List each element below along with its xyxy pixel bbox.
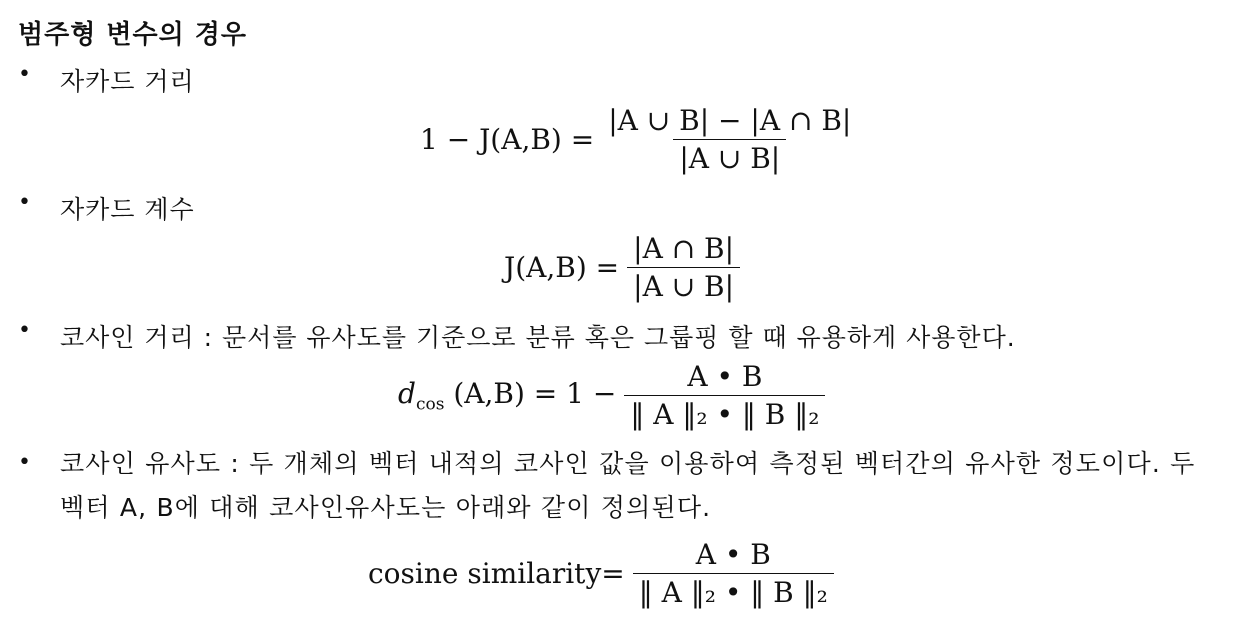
item-label: 자카드 계수 xyxy=(60,195,195,224)
formula-lhs: J(A,B) = xyxy=(504,251,620,284)
item-label: 코사인 거리 : 문서를 유사도를 기준으로 분류 혹은 그룹핑 할 때 유용하게 사용한다. xyxy=(60,323,1016,352)
formula-lhs xyxy=(398,377,616,415)
formula-jaccard-coefficient xyxy=(504,232,740,303)
formula-jaccard-distance xyxy=(420,104,857,175)
denominator: ‖ A ‖₂ • ‖ B ‖₂ xyxy=(633,573,834,609)
fraction xyxy=(624,360,825,431)
lhs-rest: (A,B) = 1 − xyxy=(444,376,617,410)
formula-cosine-distance xyxy=(398,360,825,431)
lhs-subscript: cos xyxy=(415,394,445,415)
numerator: A • B xyxy=(695,538,771,571)
bullet-dot: • xyxy=(18,318,31,343)
denominator: |A ∪ B| xyxy=(627,267,740,303)
numerator: |A ∪ B| − |A ∩ B| xyxy=(608,104,852,137)
numerator: |A ∩ B| xyxy=(633,232,735,265)
formula-cosine-similarity xyxy=(368,538,834,609)
fraction xyxy=(633,538,834,609)
fraction xyxy=(627,232,740,303)
numerator: A • B xyxy=(687,360,763,393)
bullet-dot: • xyxy=(18,190,31,215)
item-label-wrapped: 코사인 유사도 : 두 개체의 벡터 내적의 코사인 값을 이용하여 측정된 벡터간의 유사한 정도이다. 두 벡터 A, B에 대해 코사인유사도는 아래와 같이 정의된다. xyxy=(60,449,1196,522)
bullet-dot: • xyxy=(18,450,31,475)
lhs-symbol: d xyxy=(398,376,416,410)
item-label: 자카드 거리 xyxy=(60,67,195,96)
denominator: ‖ A ‖₂ • ‖ B ‖₂ xyxy=(624,395,825,431)
formula-lhs: 1 − J(A,B) = xyxy=(420,123,595,156)
denominator: |A ∪ B| xyxy=(673,139,786,175)
formula-lhs: cosine similarity= xyxy=(368,557,625,590)
fraction xyxy=(602,104,857,175)
bullet-dot: • xyxy=(18,62,31,87)
section-heading: 범주형 변수의 경우 xyxy=(18,20,248,50)
